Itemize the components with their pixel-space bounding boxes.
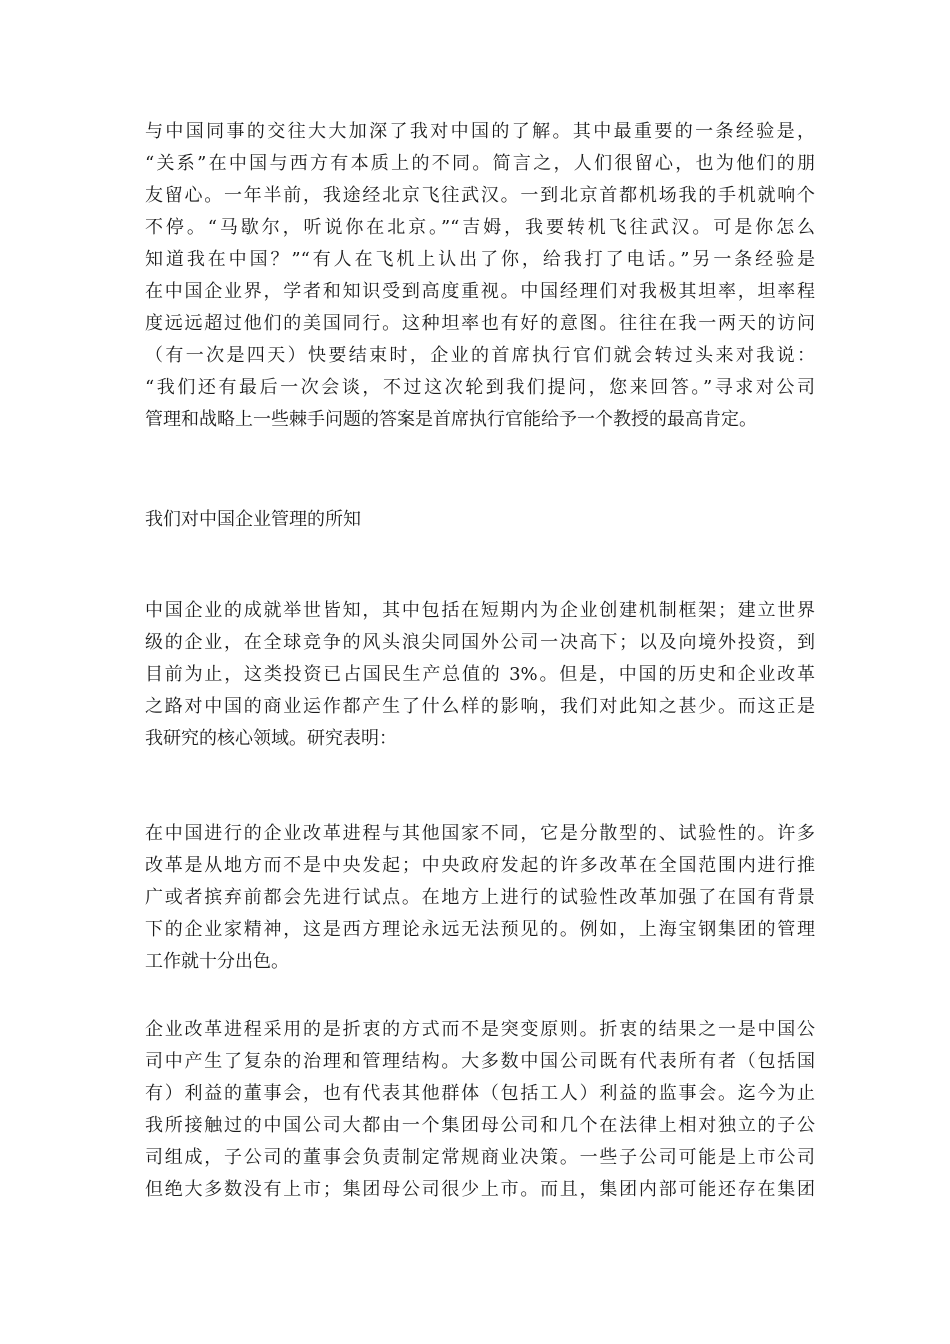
text-line: 友留心。一年半前，我途经北京飞往武汉。一到北京首都机场我的手机就响个	[145, 185, 815, 206]
text-line: “我们还有最后一次会谈，不过这次轮到我们提问，您来回答。”寻求对公司	[145, 377, 815, 398]
text-line: “关系”在中国与西方有本质上的不同。简言之，人们很留心，也为他们的朋	[145, 153, 815, 174]
text-line: 广或者摈弃前都会先进行试点。在地方上进行的试验性改革加强了在国有背景	[145, 887, 815, 908]
text-line: 我研究的核心领域。研究表明：	[145, 728, 397, 749]
text-line: 有）利益的董事会，也有代表其他群体（包括工人）利益的监事会。迄今为止	[145, 1083, 815, 1104]
text-line: 工作就十分出色。	[145, 951, 289, 972]
text-line: （有一次是四天）快要结束时，企业的首席执行官们就会转过头来对我说：	[145, 345, 815, 366]
text-line: 下的企业家精神，这是西方理论永远无法预见的。例如，上海宝钢集团的管理	[145, 919, 815, 940]
section-heading: 我们对中国企业管理的所知	[145, 509, 361, 530]
text-line: 在中国进行的企业改革进程与其他国家不同，它是分散型的、试验性的。许多	[145, 823, 815, 844]
text-line: 管理和战略上一些棘手问题的答案是首席执行官能给予一个教授的最高肯定。	[145, 409, 757, 430]
text-line: 度远远超过他们的美国同行。这种坦率也有好的意图。往往在我一两天的访问	[145, 313, 815, 334]
text-line: 改革是从地方而不是中央发起；中央政府发起的许多改革在全国范围内进行推	[145, 855, 815, 876]
text-line: 司组成，子公司的董事会负责制定常规商业决策。一些子公司可能是上市公司	[145, 1147, 815, 1168]
text-line: 目前为止，这类投资已占国民生产总值的 3%。但是，中国的历史和企业改革	[145, 664, 815, 685]
text-line: 我所接触过的中国公司大都由一个集团母公司和几个在法律上相对独立的子公	[145, 1115, 815, 1136]
text-line: 但绝大多数没有上市；集团母公司很少上市。而且，集团内部可能还存在集团	[145, 1179, 815, 1200]
text-line: 司中产生了复杂的治理和管理结构。大多数中国公司既有代表所有者（包括国	[145, 1051, 815, 1072]
text-line: 之路对中国的商业运作都产生了什么样的影响，我们对此知之甚少。而这正是	[145, 696, 815, 717]
text-line: 级的企业，在全球竞争的风头浪尖同国外公司一决高下；以及向境外投资，到	[145, 632, 815, 653]
text-line: 在中国企业界，学者和知识受到高度重视。中国经理们对我极其坦率，坦率程	[145, 281, 815, 302]
text-line: 知道我在中国？”“有人在飞机上认出了你，给我打了电话。”另一条经验是	[145, 249, 815, 270]
text-line: 企业改革进程采用的是折衷的方式而不是突变原则。折衷的结果之一是中国公	[145, 1019, 815, 1040]
text-line: 中国企业的成就举世皆知，其中包括在短期内为企业创建机制框架；建立世界	[145, 600, 815, 621]
text-line: 与中国同事的交往大大加深了我对中国的了解。其中最重要的一条经验是，	[145, 121, 815, 142]
text-line: 不停。“马歇尔，听说你在北京。”“吉姆，我要转机飞往武汉。可是你怎么	[145, 217, 815, 238]
